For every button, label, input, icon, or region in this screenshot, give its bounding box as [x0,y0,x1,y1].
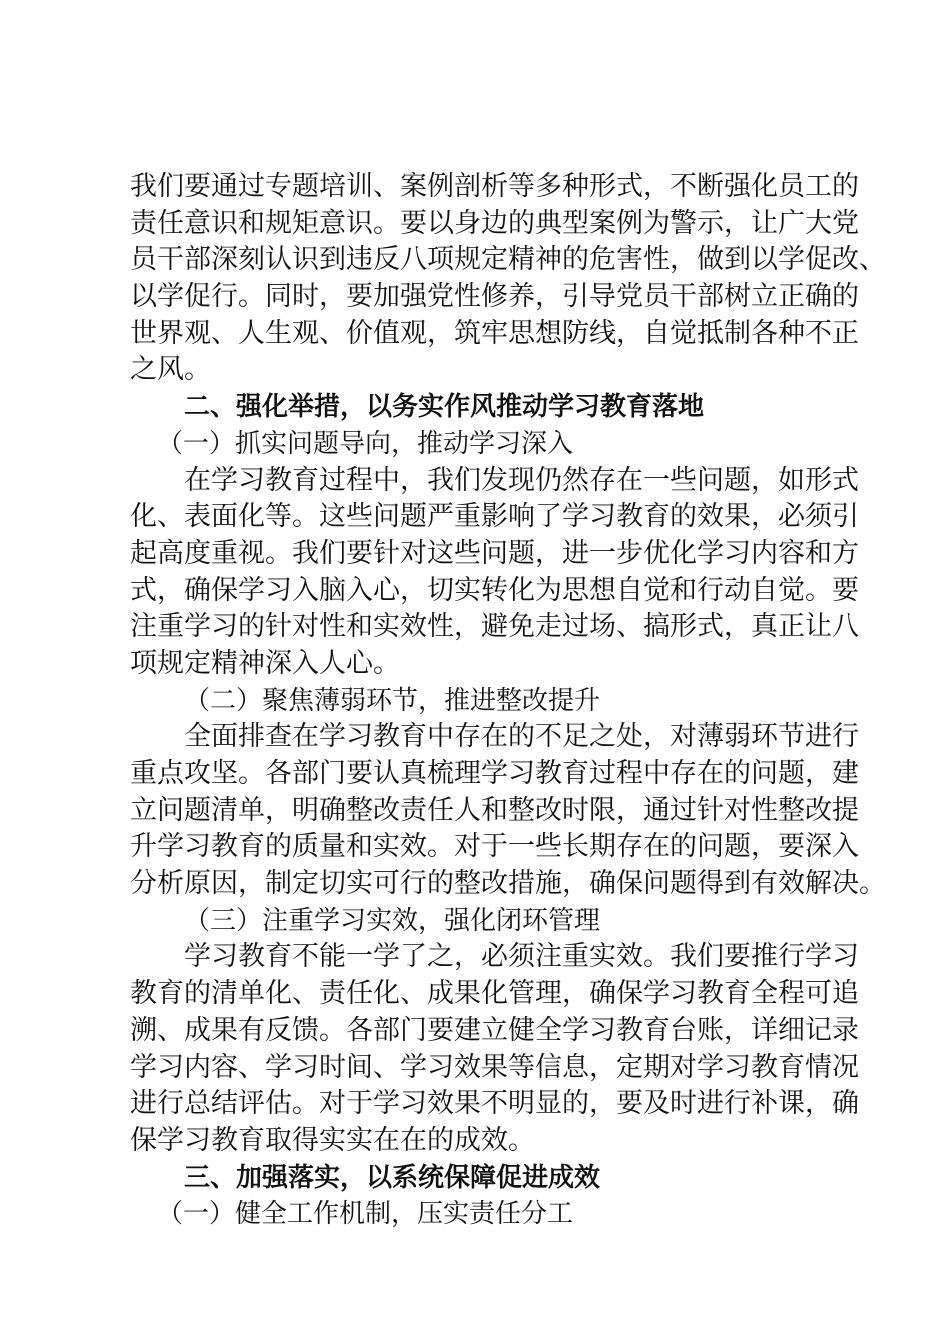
body-line: 之风。 [130,354,211,386]
body-line: 进行总结评估。对于学习效果不明显的，要及时进行补课，确 [130,1088,859,1120]
body-line: 学习教育不能一学了之，必须注重实效。我们要推行学习 [184,941,859,973]
subsection-heading: （一）抓实问题导向，推动学习深入 [157,428,574,459]
body-line: 溯、成果有反馈。各部门要建立健全学习教育台账，详细记录 [130,1014,859,1046]
body-line: 保学习教育取得实实在在的成效。 [130,1124,535,1156]
subsection-heading: （二）聚焦薄弱环节，推进整改提升 [184,685,601,716]
body-line: 在学习教育过程中，我们发现仍然存在一些问题，如形式 [184,464,859,496]
body-line: 重点攻坚。各部门要认真梳理学习教育过程中存在的问题，建 [130,758,859,789]
body-line: 学习内容、学习时间、学习效果等信息，定期对学习教育情况 [130,1051,859,1083]
body-line: 教育的清单化、责任化、成果化管理，确保学习教育全程可追 [130,978,859,1010]
body-line: 我们要通过专题培训、案例剖析等多种形式，不断强化员工的 [130,171,859,202]
document-body [130,169,886,1233]
body-line: 责任意识和规矩意识。要以身边的典型案例为警示，让广大党 [130,207,859,239]
body-line: 分析原因，制定切实可行的整改措施，确保问题得到有效解决。 [130,868,886,900]
body-line: 式，确保学习入脑入心，切实转化为思想自觉和行动自觉。要 [130,574,859,606]
subsection-heading: （三）注重学习实效，强化闭环管理 [184,905,601,936]
subsection-heading: （一）健全工作机制，压实责任分工 [157,1199,574,1230]
section-heading: 三、加强落实，以系统保障促进成效 [184,1162,601,1193]
body-line: 项规定精神深入人心。 [130,647,400,679]
body-line: 员干部深刻认识到违反八项规定精神的危害性，做到以学促改、 [130,244,886,276]
body-line: 升学习教育的质量和实效。对于一些长期存在的问题，要深入 [130,831,859,863]
body-line: 化、表面化等。这些问题严重影响了学习教育的效果，必须引 [130,501,859,533]
section-heading: 二、强化举措，以务实作风推动学习教育落地 [184,392,705,423]
body-line: 起高度重视。我们要针对这些问题，进一步优化学习内容和方 [130,537,859,569]
body-line: 立问题清单，明确整改责任人和整改时限，通过针对性整改提 [130,794,859,826]
body-line: 世界观、人生观、价值观，筑牢思想防线，自觉抵制各种不正 [130,317,859,349]
body-line: 以学促行。同时，要加强党性修养，引导党员干部树立正确的 [130,281,859,313]
body-line: 全面排查在学习教育中存在的不足之处，对薄弱环节进行 [184,721,859,753]
body-line: 注重学习的针对性和实效性，避免走过场、搞形式，真正让八 [130,611,859,643]
